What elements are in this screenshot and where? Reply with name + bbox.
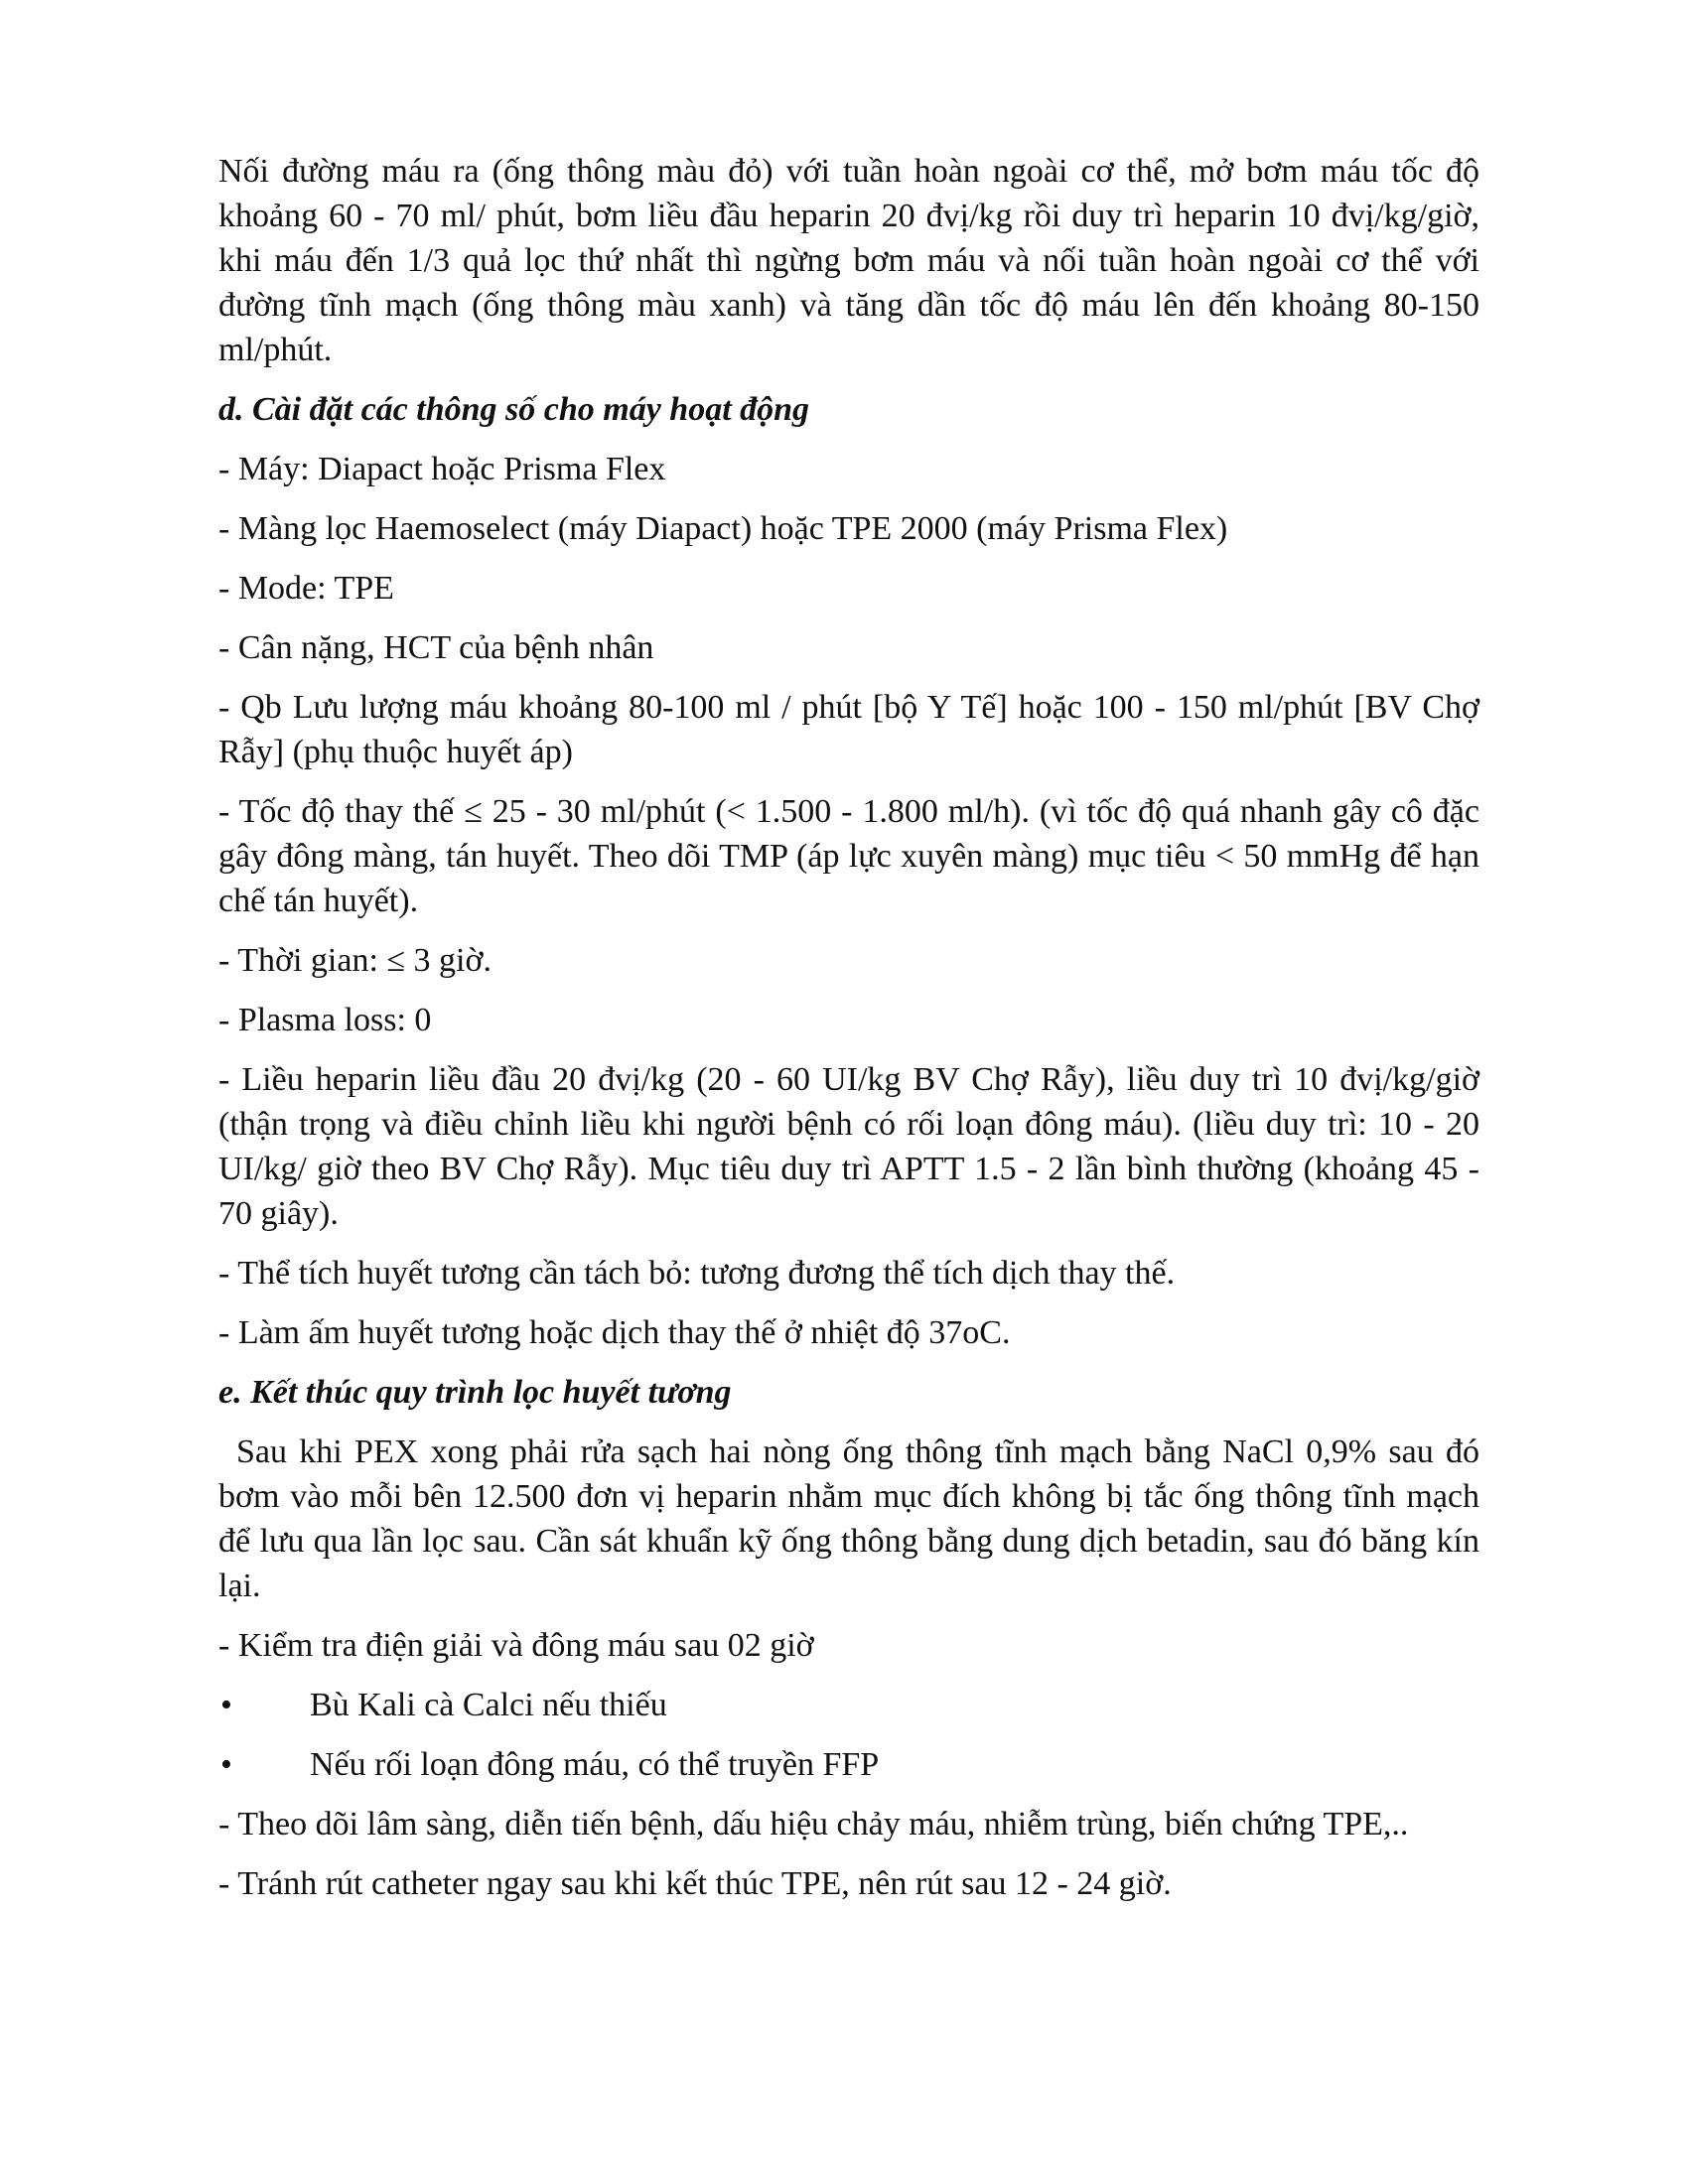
section-e-heading: e. Kết thúc quy trình lọc huyết tương xyxy=(218,1374,732,1411)
bullet-item xyxy=(218,1742,1479,1787)
section-d-heading: d. Cài đặt các thông số cho máy hoạt động xyxy=(218,391,810,428)
setting-item-replacement-rate: - Tốc độ thay thế ≤ 25 - 30 ml/phút (< 1.500 - 1.800 ml/h). (vì tốc độ quá nhanh gây cô đặc gây đông màng, tán huyết. Theo dõi TMP (áp lực xuyên màng) mục tiêu < 50 mmHg để hạn chế tán huyết). xyxy=(218,793,1479,919)
intro-paragraph: Nối đường máu ra (ống thông màu đỏ) với tuần hoàn ngoài cơ thể, mở bơm máu tốc độ khoảng 60 - 70 ml/ phút, bơm liều đầu heparin 20 đvị/kg rồi duy trì heparin 10 đvị/kg/giờ, khi máu đến 1/3 quả lọc thứ nhất thì ngừng bơm máu và nối tuần hoàn ngoài cơ thể với đường tĩnh mạch (ống thông màu xanh) và tăng dần tốc độ máu lên đến khoảng 80-150 ml/phút. xyxy=(218,153,1479,368)
bullet-symbol: • xyxy=(220,1746,232,1783)
setting-item-mode: - Mode: TPE xyxy=(218,570,394,607)
bullet-item xyxy=(218,1683,1479,1727)
setting-item-machine: - Máy: Diapact hoặc Prisma Flex xyxy=(218,451,666,487)
bullet-symbol: • xyxy=(220,1687,232,1723)
setting-item-plasma-volume: - Thể tích huyết tương cần tách bỏ: tương đương thể tích dịch thay thế. xyxy=(218,1255,1176,1292)
monitor-item: - Theo dõi lâm sàng, diễn tiến bệnh, dấu hiệu chảy máu, nhiễm trùng, biến chứng TPE,.. xyxy=(218,1806,1409,1843)
catheter-item: - Tránh rút catheter ngay sau khi kết thúc TPE, nên rút sau 12 - 24 giờ. xyxy=(218,1865,1172,1902)
bullet-text: Nếu rối loạn đông máu, có thể truyền FFP xyxy=(310,1746,880,1783)
setting-item-warming: - Làm ấm huyết tương hoặc dịch thay thế ở nhiệt độ 37oC. xyxy=(218,1314,1011,1351)
setting-item-filter: - Màng lọc Haemoselect (máy Diapact) hoặc TPE 2000 (máy Prisma Flex) xyxy=(218,510,1228,547)
setting-item-weight: - Cân nặng, HCT của bệnh nhân xyxy=(218,629,654,666)
setting-item-plasma-loss: - Plasma loss: 0 xyxy=(218,1002,432,1038)
setting-item-blood-flow: - Qb Lưu lượng máu khoảng 80-100 ml / phút [bộ Y Tế] hoặc 100 - 150 ml/phút [BV Chợ Rẫy] (phụ thuộc huyết áp) xyxy=(218,689,1479,770)
setting-item-heparin: - Liều heparin liều đầu 20 đvị/kg (20 - 60 UI/kg BV Chợ Rẫy), liều duy trì 10 đvị/kg/giờ (thận trọng và điều chỉnh liều khi người bệnh có rối loạn đông máu). (liều duy trì: 10 - 20 UI/kg/ giờ theo BV Chợ Rẫy). Mục tiêu duy trì APTT 1.5 - 2 lần bình thường (khoảng 45 - 70 giây). xyxy=(218,1061,1479,1232)
check-electrolytes-item: - Kiểm tra điện giải và đông máu sau 02 giờ xyxy=(218,1627,814,1664)
bullet-text: Bù Kali cà Calci nếu thiếu xyxy=(310,1687,667,1723)
document-page xyxy=(218,149,1479,1921)
setting-item-duration: - Thời gian: ≤ 3 giờ. xyxy=(218,942,492,979)
section-e-intro-paragraph: Sau khi PEX xong phải rửa sạch hai nòng ống thông tĩnh mạch bằng NaCl 0,9% sau đó bơm vào mỗi bên 12.500 đơn vị heparin nhằm mục đích không bị tắc ống thông tĩnh mạch để lưu qua lần lọc sau. Cần sát khuẩn kỹ ống thông bằng dung dịch betadin, sau đó băng kín lại. xyxy=(218,1433,1479,1604)
